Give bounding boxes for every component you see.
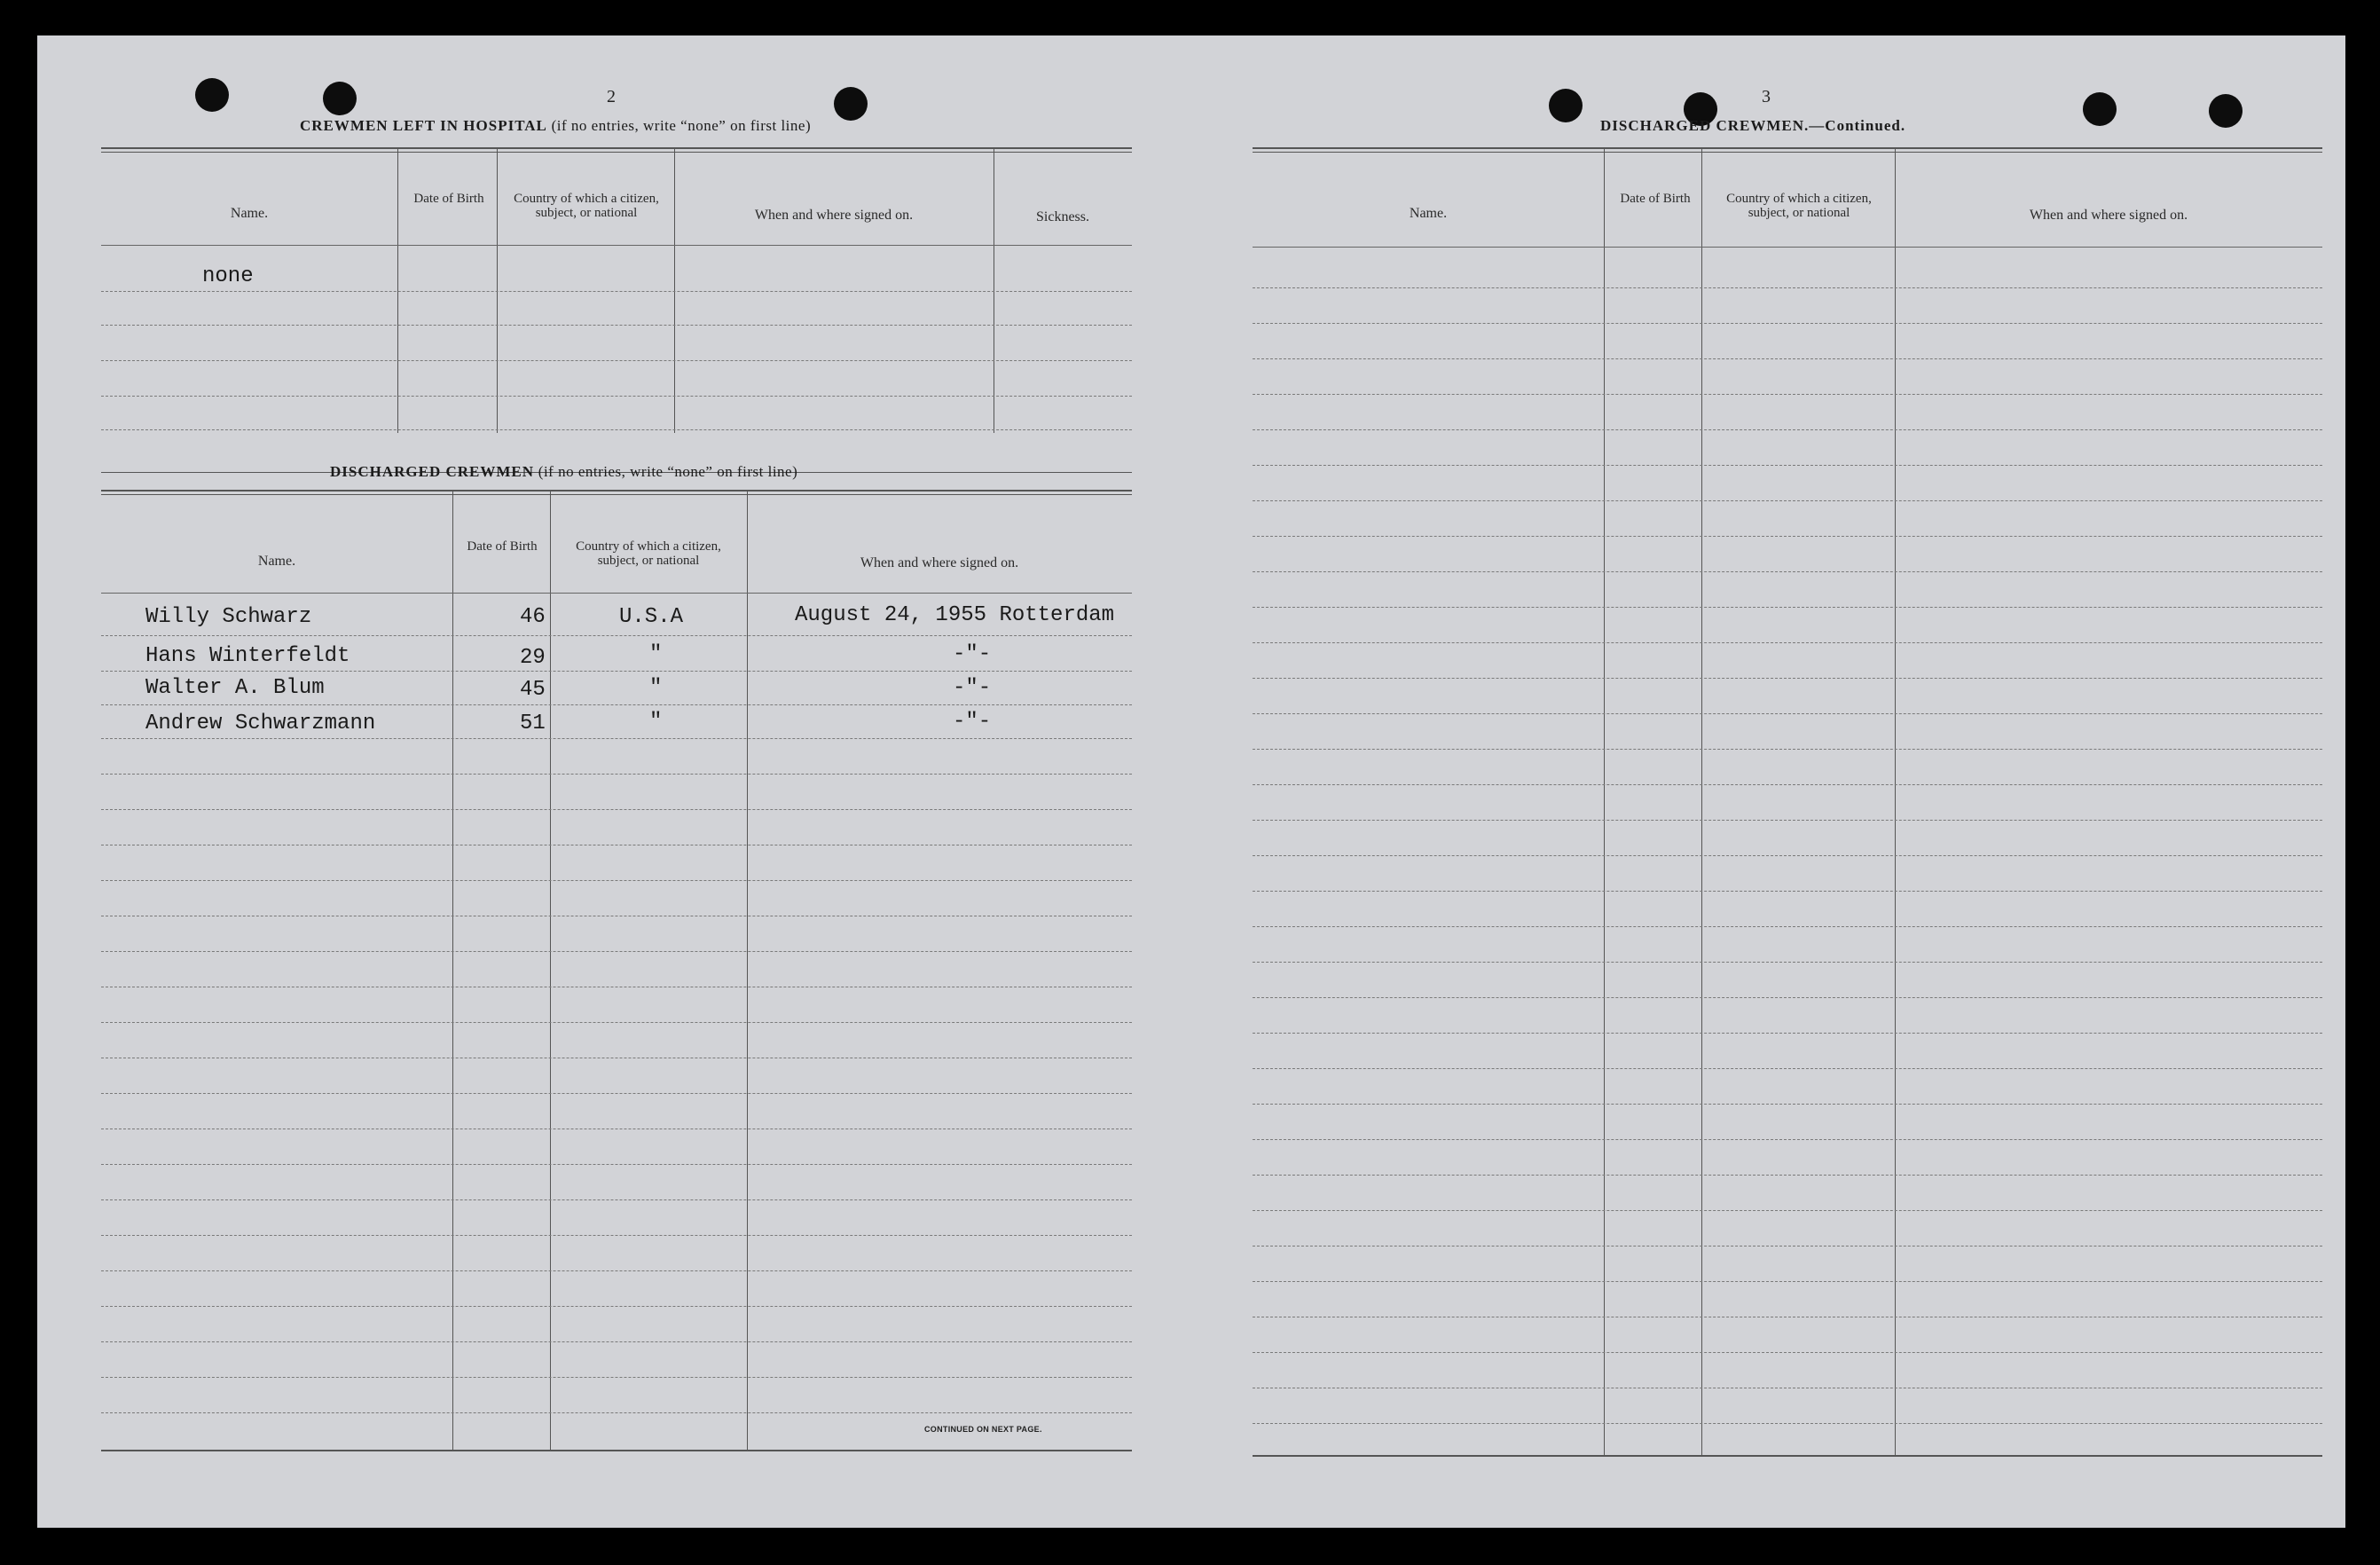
punch-hole	[195, 78, 229, 112]
crew-birth: 46	[520, 605, 546, 629]
crew-signed-on: -"-	[953, 642, 992, 666]
col-name-header: Name.	[1409, 206, 1448, 221]
col-birth-header: Date of Birth	[1620, 192, 1691, 206]
crew-name: Andrew Schwarzmann	[145, 712, 376, 735]
col-birth-header: Date of Birth	[413, 192, 484, 206]
hospital-instruction: (if no entries, write “none” on first line)	[551, 117, 812, 134]
col-signed-header: When and where signed on.	[860, 555, 1019, 570]
crew-signed-on: August 24, 1955 Rotterdam	[795, 603, 1115, 627]
discharged-section-title	[330, 463, 797, 481]
crew-signed-on: -"-	[953, 676, 992, 700]
crew-birth: 45	[520, 678, 546, 702]
crew-birth: 51	[520, 712, 546, 735]
punch-hole	[2209, 94, 2243, 128]
col-country-header: Country of which a citizen, subject, or national	[576, 539, 721, 568]
crew-country: "	[649, 642, 663, 666]
col-birth-header: Date of Birth	[467, 539, 538, 554]
crew-name: Walter A. Blum	[145, 676, 325, 700]
col-name-header: Name.	[257, 554, 296, 569]
col-country-header: Country of which a citizen, subject, or national	[514, 192, 659, 220]
discharged-title-text: DISCHARGED CREWMEN	[330, 463, 535, 480]
document-sheet	[37, 35, 2345, 1528]
crew-name: Willy Schwarz	[145, 605, 312, 629]
col-country-header: Country of which a citizen, subject, or national	[1726, 192, 1872, 220]
col-name-header: Name.	[230, 206, 269, 221]
right-title-text: DISCHARGED CREWMEN.—Continued.	[1600, 117, 1906, 134]
crew-country: "	[649, 710, 663, 734]
discharged-continued-table	[1253, 147, 2322, 1459]
hospital-first-entry: none	[202, 264, 254, 288]
col-sickness-header: Sickness.	[1036, 209, 1089, 224]
crew-country: U.S.A	[619, 605, 684, 629]
crew-name: Hans Winterfeldt	[145, 644, 350, 668]
punch-hole	[323, 82, 357, 115]
col-signed-header: When and where signed on.	[2029, 208, 2188, 223]
punch-hole	[834, 87, 868, 121]
continued-footer: CONTINUED ON NEXT PAGE.	[924, 1425, 1042, 1434]
hospital-table	[101, 147, 1132, 474]
crew-country: "	[649, 676, 663, 700]
punch-hole	[1549, 89, 1583, 122]
discharged-table	[101, 490, 1132, 1453]
crew-signed-on: -"-	[953, 710, 992, 734]
page-number-left: 2	[607, 87, 616, 106]
right-section-title	[1600, 117, 1905, 135]
page-number-right: 3	[1762, 87, 1771, 106]
crew-birth: 29	[520, 646, 546, 670]
col-signed-header: When and where signed on.	[754, 208, 914, 223]
hospital-title-text: CREWMEN LEFT IN HOSPITAL	[300, 117, 547, 134]
hospital-section-title	[300, 117, 811, 135]
punch-hole	[2083, 92, 2117, 126]
discharged-instruction: (if no entries, write “none” on first line)	[538, 463, 798, 480]
